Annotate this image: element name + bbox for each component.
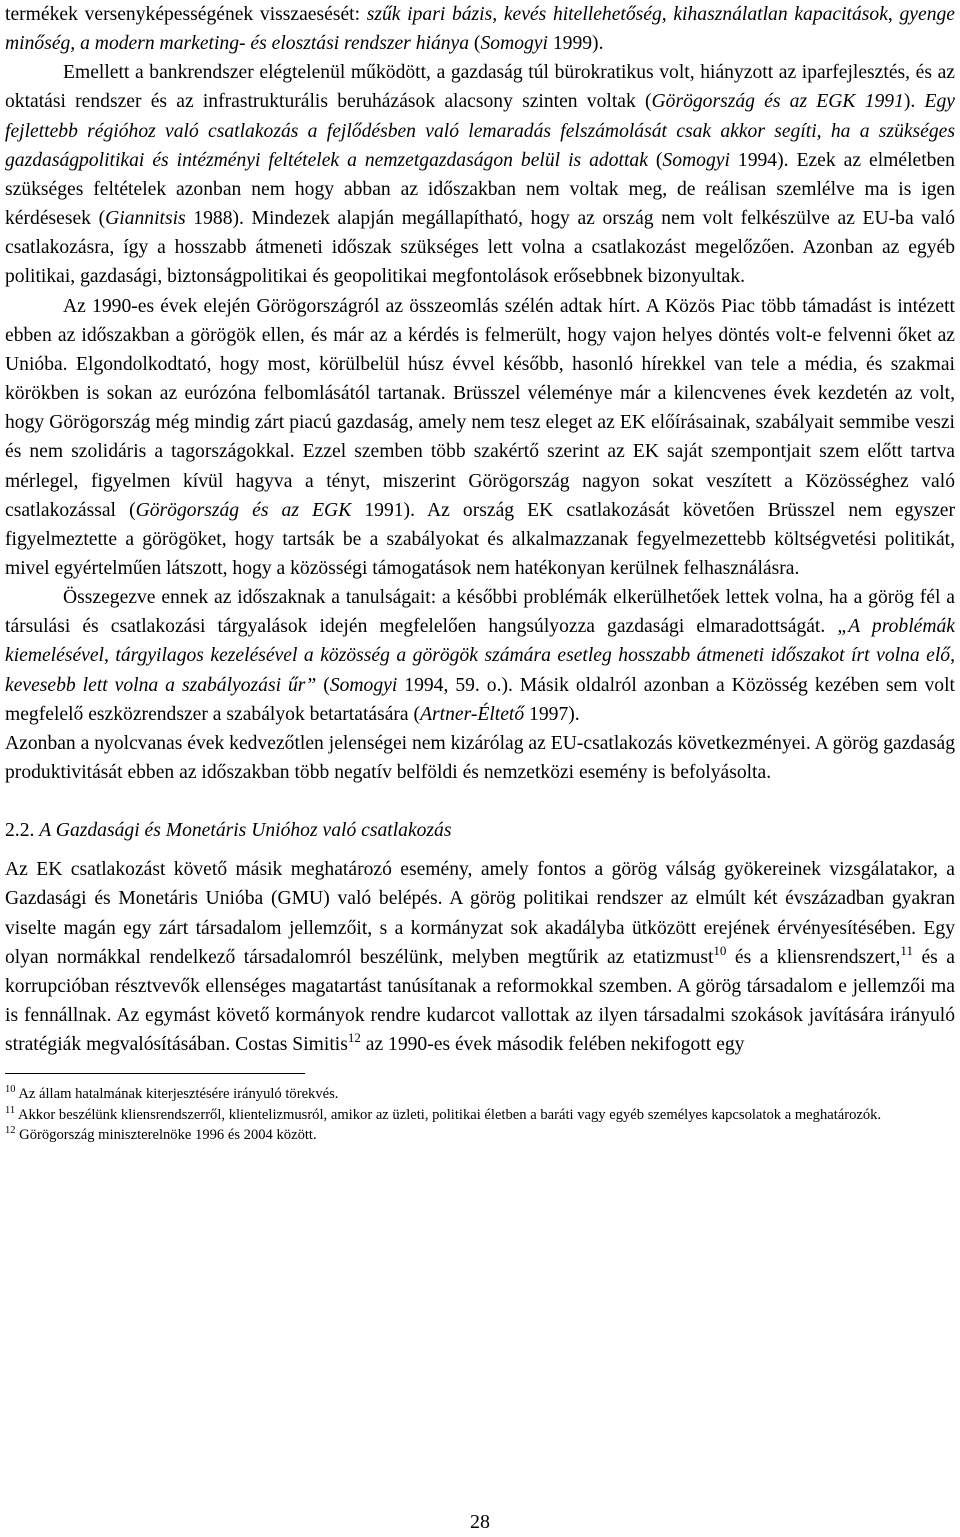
- footnote-ref[interactable]: 10: [713, 942, 727, 958]
- paragraph-text: Emellett a bankrendszer elégtelenül működött, a gazdaság túl bürokratikus volt, hiányzott az iparfejlesztés, és az oktatási rendszer és az infrastrukturális beruházások alacsony szinten voltak (: [5, 62, 955, 113]
- paragraph: [5, 729, 955, 787]
- paragraph-text: és a kliensrendszert,: [726, 946, 901, 968]
- paragraph-text: 1994, 59. o.). Másik oldalról azonban a Közösség kezében sem volt megfelelő eszközrendszer a szabályok betartatására (: [5, 674, 955, 725]
- footnote: [5, 1125, 955, 1146]
- paragraph-text: 1997).: [524, 703, 580, 725]
- footnote-number: 12: [5, 1125, 16, 1137]
- paragraph: [5, 0, 955, 58]
- italic-text: szűk ipari bázis, kevés hitellehetőség, kihasználatlan kapacitások, gyenge minőség, a modern marketing- és elosztási rendszer hiánya: [5, 4, 955, 55]
- paragraph-text: 1994). Ezek az elméletben szükséges feltételek azonban nem hogy abban az időszakban nem voltak meg, de reálisan szemlélve ma is igen kérdésesek (: [5, 149, 955, 230]
- footnotes: [5, 1084, 955, 1146]
- footnote-ref[interactable]: 11: [900, 942, 913, 958]
- section-body: [5, 855, 955, 1059]
- paragraph-text: Az 1990-es évek elején Görögországról az összeomlás szélén adtak hírt. A Közös Piac több támadást is intézett ebben az időszakban a görögök ellen, és már az a kérdés is felmerült, hogy vajon helyes döntés volt-e felvenni őket az Unióba. Elgondolkodtató, hogy most, körülbelül húsz évvel később, hasonló hírekkel van tele a média, és szakmai körökben is sokan az eurózóna felbomlásától tartanak. Brüsszel véleménye már a kilencvenes évek kezdetén az volt, hogy Görögország még mindig zárt piacú gazdaság, amely nem tesz eleget az EK előírásainak, szabályait semmibe veszi és nem szolidáris a tagországokkal. Ezzel szemben több szakértő szerint az EK saját szempontjait szem előtt tartva mérlegel, figyelmen kívül hagyva a tényt, miszerint Görögország nagyon sokat veszített a Közösséghez való csatlakozással (: [5, 295, 955, 521]
- footnote: [5, 1105, 955, 1126]
- footnote-number: 11: [5, 1104, 16, 1116]
- paragraph-text: Az EK csatlakozást követő másik meghatározó esemény, amely fontos a görög válság gyökereinek vizsgálatakor, a Gazdasági és Monetáris Unióba (GMU) való belépés. A görög politikai rendszer az elmúlt két évszázadban gyakran viselte magán egy zárt társadalom jellemzőit, s a kormányzat sok akadályba ütközött erejének érvényesítésében. Egy olyan normákkal rendelkező társadalomról beszélünk, melyben megtűrik az etatizmust: [5, 859, 955, 968]
- footnote-text: Az állam hatalmának kiterjesztésére irányuló törekvés.: [15, 1086, 339, 1103]
- paragraph: [5, 855, 955, 1059]
- paragraph: [5, 583, 955, 729]
- italic-text: „A problémák kiemelésével, tárgyilagos kezelésével a közösség a görögök számára esetleg hosszabb átmeneti időszakot írt volna elő, kevesebb lett volna a szabályozási űr”: [5, 616, 955, 696]
- page-number: 28: [470, 1511, 490, 1533]
- footnote-ref[interactable]: 12: [347, 1030, 361, 1046]
- footnote-text: Akkor beszélünk kliensrendszerről, klientelizmusról, amikor az üzleti, politikai életben a baráti vagy egyéb személyes kapcsolatok a meghatározók.: [15, 1106, 882, 1123]
- italic-text: Görögország és az EGK: [135, 499, 352, 521]
- italic-text: Görögország és az EGK 1991: [651, 91, 904, 113]
- italic-text: Somogyi: [480, 33, 548, 55]
- body-text: [5, 0, 955, 787]
- paragraph-text: (: [469, 33, 481, 55]
- paragraph-text: Azonban a nyolcvanas évek kedvezőtlen jelenségei nem kizárólag az EU-csatlakozás következményei. A görög gazdaság produktivitását ebben az időszakban több negatív belföldi és nemzetközi esemény is befolyásolta.: [5, 732, 955, 784]
- italic-text: Somogyi: [329, 674, 398, 696]
- paragraph-text: 1988). Mindezek alapján megállapítható, hogy az ország nem volt felkészülve az EU-ba való csatlakozásra, így a hosszabb átmeneti időszak szükséges lett volna a csatlakozást megelőzően. Azonban az egyéb politikai, gazdasági, biztonságpolitikai és geopolitikai megfontolások erősebbnek bizonyultak.: [5, 208, 955, 288]
- paragraph-text: 1991). Az ország EK csatlakozását követően Brüsszel nem egyszer figyelmeztette a görögöket, hogy tartsák be a szabályokat és alkalmazzanak fegyelmezettebb költségvetési politikát, mivel egyértelműen látszott, hogy a közösségi támogatások nem hatékonyan kerülnek felhasználásra.: [5, 499, 955, 579]
- footnote-number: 10: [5, 1084, 16, 1096]
- document-page: [5, 0, 955, 1146]
- section-spacer: [5, 787, 955, 816]
- paragraph-text: termékek versenyképességének visszaesését:: [5, 4, 367, 25]
- section-heading: [5, 816, 955, 845]
- paragraph-text: (: [316, 674, 330, 696]
- italic-text: Artner-Éltető: [420, 703, 525, 725]
- paragraph-text: az 1990-es évek második felében nekifogott egy: [360, 1034, 745, 1056]
- paragraph: [5, 58, 955, 291]
- section-title: A Gazdasági és Monetáris Unióhoz való csatlakozás: [39, 820, 452, 842]
- footnote-text: Görögország miniszterelnöke 1996 és 2004 között.: [15, 1127, 317, 1144]
- paragraph-text: ).: [903, 91, 925, 113]
- paragraph-text: és a korrupcióban résztvevők ellenséges magatartást tanúsítanak a reformokkal szemben. A görög társadalom e jellemzői ma is fennállnak. Az egymást követő kormányok rendre kudarcot vallottak az ilyen társadalmi szokások javítására irányuló stratégiák megvalósításában. Costas Simitis: [5, 946, 955, 1056]
- paragraph: [5, 292, 955, 584]
- italic-text: Egy fejlettebb régióhoz való csatlakozás a fejlődésben való lemaradás felszámolását csak akkor segíti, ha a szükséges gazdaságpolitikai és intézményi feltételek a nemzetgazdaságon belül is adottak: [5, 91, 955, 171]
- footnote-separator: [5, 1073, 305, 1074]
- italic-text: Giannitsis: [105, 208, 186, 230]
- paragraph-text: Összegezve ennek az időszaknak a tanulságait: a későbbi problémák elkerülhetőek lettek volna, ha a görög fél a társulási és csatlakozási tárgyalások idején megfelelően hangsúlyozza gazdasági elmaradottságát.: [5, 587, 955, 638]
- section-number: 2.2.: [5, 820, 35, 842]
- footnote: [5, 1084, 955, 1105]
- paragraph-text: 1999).: [547, 33, 604, 55]
- italic-text: Somogyi: [662, 149, 730, 171]
- paragraph-text: (: [647, 149, 663, 171]
